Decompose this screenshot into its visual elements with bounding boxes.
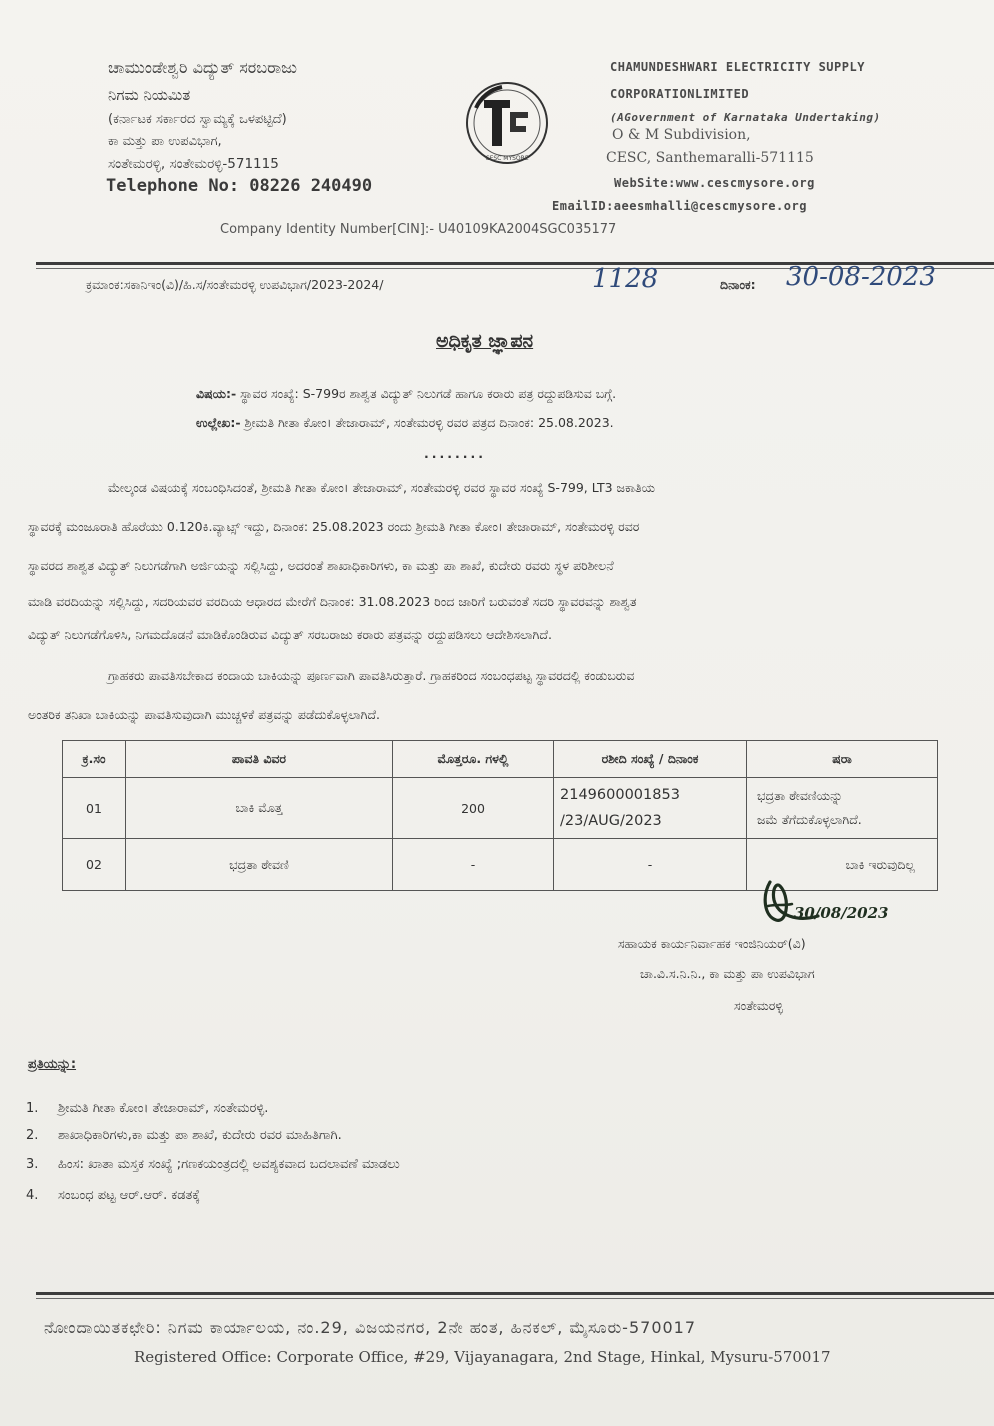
header-cin: Company Identity Number[CIN]:- U40109KA2004SGC035177 — [220, 222, 617, 237]
header-en-address: CESC, Santhemaralli-571115 — [606, 150, 814, 166]
header-kn-subdivision: ಕಾ ಮತ್ತು ಪಾ ಉಪವಿಭಾಗ, — [108, 134, 222, 149]
table-header-row — [63, 741, 938, 778]
header-kn-govt: (ಕರ್ನಾಟಕ ಸರ್ಕಾರದ ಸ್ವಾಮ್ಯಕ್ಕೆ ಒಳಪಟ್ಟಿದೆ) — [108, 112, 287, 127]
table-cell-description: ಭದ್ರತಾ ಠೇವಣಿ — [126, 839, 393, 891]
table-cell-description: ಬಾಕಿ ಮೊತ್ತ — [126, 778, 393, 839]
subject-label: ವಿಷಯ:- — [196, 386, 237, 401]
reference-label: ಉಲ್ಲೇಖ:- — [196, 415, 241, 430]
copy-text: ಶಾಖಾಧಿಕಾರಿಗಳು,ಕಾ ಮತ್ತು ಪಾ ಶಾಖೆ, ಕುದೇರು ರವರ ಮಾಹಿತಿಗಾಗಿ. — [58, 1128, 342, 1143]
signature-date-handwritten: 30/08/2023 — [794, 904, 889, 922]
table-header-receipt: ರಶೀದಿ ಸಂಖ್ಯೆ / ದಿನಾಂಕ — [554, 741, 747, 778]
copy-number: 1. — [26, 1101, 39, 1116]
table-cell-sl: 02 — [63, 839, 126, 891]
copy-text: ಸಂಬಂಧ ಪಟ್ಟ ಆರ್.ಆರ್. ಕಡತಕ್ಕೆ — [58, 1188, 201, 1203]
table-cell-sl: 01 — [63, 778, 126, 839]
reference-number-label: ಕ್ರಮಾಂಕ:ಸಕಾನಿಇಂ(ವಿ)/ಹಿ.ಸ/ಸಂತೇಮರಳ್ಳಿ ಉಪವಿಭಾಗ/2023-2024/ — [86, 277, 384, 292]
header-kn-corporation: ನಿಗಮ ನಿಯಮಿತ — [108, 86, 191, 104]
list-item — [26, 1157, 400, 1172]
logo-text: CESC MYSORE — [485, 155, 529, 162]
table-header-description: ಪಾವತಿ ವಿವರ — [126, 741, 393, 778]
remark-line2: ಜಮೆ ತೆಗೆದುಕೊಳ್ಳಲಾಗಿದೆ. — [757, 812, 862, 827]
list-item — [26, 1128, 342, 1143]
table-header-amount: ಮೊತ್ತರೂ. ಗಳಲ್ಲಿ — [393, 741, 554, 778]
page-title: ಅಧಿಕೃತ ಜ್ಞಾಪನ — [436, 330, 534, 352]
payment-table — [62, 740, 938, 891]
remark-line1: ಭದ್ರತಾ ಠೇವಣಿಯನ್ನು — [757, 788, 843, 803]
footer-divider-thin — [36, 1298, 994, 1299]
body-para2-line1: ಗ್ರಾಹಕರು ಪಾವತಿಸಬೇಕಾದ ಕಂದಾಯ ಬಾಕಿಯನ್ನು ಪೂರ್ಣವಾಗಿ ಪಾವತಿಸಿರುತ್ತಾರೆ. ಗ್ರಾಹಕರಿಂದ ಸಂಬಂಧಪಟ್ಟ ಸ್ಥಾವರದಲ್ಲಿ ಕಂಡುಬರುವ — [108, 668, 635, 683]
signature-designation: ಸಹಾಯಕ ಕಾರ್ಯನಿರ್ವಾಹಕ ಇಂಜಿನಿಯರ್(ವಿ) — [618, 936, 806, 951]
signature-office: ಚಾ.ವಿ.ಸ.ನಿ.ನಿ., ಕಾ ಮತ್ತು ಪಾ ಉಪವಿಭಾಗ — [640, 966, 815, 981]
table-cell-amount: - — [393, 839, 554, 891]
table-cell-remarks: ಬಾಕಿ ಇರುವುದಿಲ್ಲ — [747, 839, 938, 891]
table-cell-receipt: - — [554, 839, 747, 891]
body-para1-line4: ಮಾಡಿ ವರದಿಯನ್ನು ಸಲ್ಲಿಸಿದ್ದು, ಸದರಿಯವರ ವರದಿಯ ಆಧಾರದ ಮೇರೆಗೆ ದಿನಾಂಕ: 31.08.2023 ರಿಂದ ಜಾರಿಗೆ ಬರುವಂತೆ ಸದರಿ ಸ್ಥಾವರವನ್ನು ಶಾಶ್ವತ — [28, 594, 637, 609]
reference-number-handwritten: 1128 — [592, 264, 659, 294]
table-header-remarks: ಷರಾ — [747, 741, 938, 778]
table-cell-amount: 200 — [393, 778, 554, 839]
table-cell-remarks — [747, 778, 938, 839]
cesc-logo-icon — [462, 78, 552, 168]
table-header-sl: ಕ್ರ.ಸಂ — [63, 741, 126, 778]
header-kn-address: ಸಂತೇಮರಳ್ಳಿ, ಸಂತೇಮರಳ್ಳಿ-571115 — [108, 156, 279, 172]
receipt-number: 2149600001853 — [560, 787, 680, 803]
reference-date-handwritten: 30-08-2023 — [786, 262, 936, 292]
body-para1-line3: ಸ್ಥಾವರದ ಶಾಶ್ವತ ವಿದ್ಯುತ್ ನಿಲುಗಡೆಗಾಗಿ ಅರ್ಜಿಯನ್ನು ಸಲ್ಲಿಸಿದ್ದು, ಅದರಂತೆ ಶಾಖಾಧಿಕಾರಿಗಳು, ಕಾ ಮತ್ತು ಪಾ ಶಾಖೆ, ಕುದೇರು ರವರು ಸ್ಥಳ ಪರಿಶೀಲನೆ — [28, 558, 614, 573]
subject-text: ಸ್ಥಾವರ ಸಂಖ್ಯೆ: S-799ರ ಶಾಶ್ವತ ವಿದ್ಯುತ್ ನಿಲುಗಡೆ ಹಾಗೂ ಕರಾರು ಪತ್ರ ರದ್ದುಪಡಿಸುವ ಬಗ್ಗೆ. — [240, 386, 617, 401]
copy-number: 2. — [26, 1128, 39, 1143]
header-telephone: Telephone No: 08226 240490 — [106, 176, 373, 196]
footer-en-address: Registered Office: Corporate Office, #29, Vijayanagara, 2nd Stage, Hinkal, Mysuru-570017 — [134, 1348, 831, 1366]
list-item — [26, 1101, 268, 1116]
list-item — [26, 1188, 200, 1203]
header-email: EmailID:aeesmhalli@cescmysore.org — [552, 199, 807, 213]
header-website: WebSite:www.cescmysore.org — [614, 176, 815, 190]
receipt-date: /23/AUG/2023 — [560, 813, 662, 829]
header-en-company-name: CHAMUNDESHWARI ELECTRICITY SUPPLY — [610, 60, 865, 74]
copy-number: 4. — [26, 1188, 39, 1203]
separator-dots: ........ — [424, 446, 486, 461]
body-para1-line1: ಮೇಲ್ಕಂಡ ವಿಷಯಕ್ಕೆ ಸಂಬಂಧಿಸಿದಂತೆ, ಶ್ರೀಮತಿ ಗೀತಾ ಕೋಂ। ತೇಜಾರಾಮ್, ಸಂತೇಮರಳ್ಳಿ ರವರ ಸ್ಥಾವರ ಸಂಖ್ಯೆ S-799, LT3 ಜಕಾತಿಯ — [108, 480, 655, 495]
copy-number: 3. — [26, 1157, 39, 1172]
header-kn-company-name: ಚಾಮುಂಡೇಶ್ವರಿ ವಿದ್ಯುತ್ ಸರಬರಾಜು — [108, 58, 298, 77]
table-row — [63, 778, 938, 839]
body-para1-line2: ಸ್ಥಾವರಕ್ಕೆ ಮಂಜೂರಾತಿ ಹೊರೆಯು 0.120ಕಿ.ವ್ಯಾಟ್ಸ್ ಇದ್ದು, ದಿನಾಂಕ: 25.08.2023 ರಂದು ಶ್ರೀಮತಿ ಗೀತಾ ಕೋಂ। ತೇಜಾರಾಮ್, ಸಂತೇಮರಳ್ಳಿ ರವರ — [28, 519, 640, 534]
header-en-govt: (AGovernment of Karnataka Undertaking) — [610, 111, 881, 124]
copies-heading: ಪ್ರತಿಯನ್ನು: — [28, 1057, 77, 1072]
table-cell-receipt — [554, 778, 747, 839]
body-para1-line5: ವಿದ್ಯುತ್ ನಿಲುಗಡೆಗೊಳಿಸಿ, ನಿಗಮದೊಡನೆ ಮಾಡಿಕೊಂಡಿರುವ ವಿದ್ಯುತ್ ಸರಬರಾಜು ಕರಾರು ಪತ್ರವನ್ನು ರದ್ದುಪಡಿಸಲು ಆದೇಶಿಸಲಾಗಿದೆ. — [28, 627, 552, 642]
reference-text: ಶ್ರೀಮತಿ ಗೀತಾ ಕೋಂ। ತೇಜಾರಾಮ್, ಸಂತೇಮರಳ್ಳಿ ರವರ ಪತ್ರದ ದಿನಾಂಕ: 25.08.2023. — [244, 415, 614, 430]
header-en-subdivision: O & M Subdivision, — [612, 127, 751, 143]
copy-text: ಹಿಂಸ: ಖಾತಾ ಮಸ್ತಕ ಸಂಖ್ಯೆ ;ಗಣಕಯಂತ್ರದಲ್ಲಿ ಅವಶ್ಯಕವಾದ ಬದಲಾವಣೆ ಮಾಡಲು — [58, 1157, 400, 1172]
footer-divider-thick — [36, 1292, 994, 1295]
body-para2-line2: ಅಂತರಿಕ ತನಿಖಾ ಬಾಕಿಯನ್ನು ಪಾವತಿಸುವುದಾಗಿ ಮುಚ್ಚಳಿಕೆ ಪತ್ರವನ್ನು ಪಡೆದುಕೊಳ್ಳಲಾಗಿದೆ. — [28, 707, 381, 722]
signature-place: ಸಂತೇಮರಳ್ಳಿ — [734, 998, 784, 1013]
footer-kn-address: ನೋಂದಾಯಿತಕಛೇರಿ: ನಿಗಮ ಕಾರ್ಯಾಲಯ, ನಂ.29, ವಿಜಯನಗರ, 2ನೇ ಹಂತ, ಹಿನಕಲ್, ಮೈಸೂರು-570017 — [44, 1318, 697, 1337]
reference-date-label: ದಿನಾಂಕ: — [720, 277, 756, 292]
copy-text: ಶ್ರೀಮತಿ ಗೀತಾ ಕೋಂ। ತೇಜಾರಾಮ್, ಸಂತೇಮರಳ್ಳಿ. — [58, 1101, 269, 1116]
header-en-corporation: CORPORATIONLIMITED — [610, 87, 750, 101]
